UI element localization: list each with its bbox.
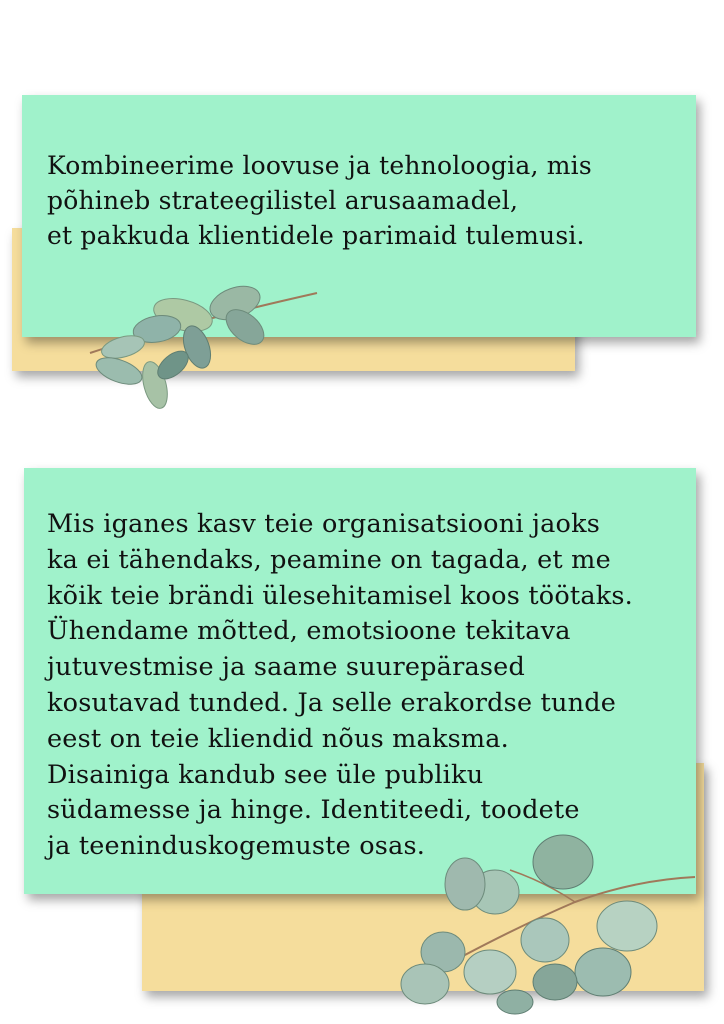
bottom-card-text: Mis iganes kasv teie organisatsiooni jaoks ka ei tähendaks, peamine on tagada, et me kõik teie brändi ülesehitamisel koos töötaks. Ühendame mõtted, emotsioone tekitava jutuvestmise ja saame suurepärased kosutavad tunded. Ja selle erakordse tunde eest on teie kliendid nõus maksma. Disainiga kandub see üle publiku südamesse ja hinge. Identiteedi, toodete ja teeninduskogemuste osas. — [47, 509, 633, 862]
eucalyptus-branch-icon — [395, 822, 700, 1017]
top-card-text: Kombineerime loovuse ja tehnoloogia, mis põhineb strateegilistel arusaamadel, et pakkuda klientidele parimaid tulemusi. — [47, 151, 592, 250]
eucalyptus-branch-icon — [85, 285, 325, 415]
